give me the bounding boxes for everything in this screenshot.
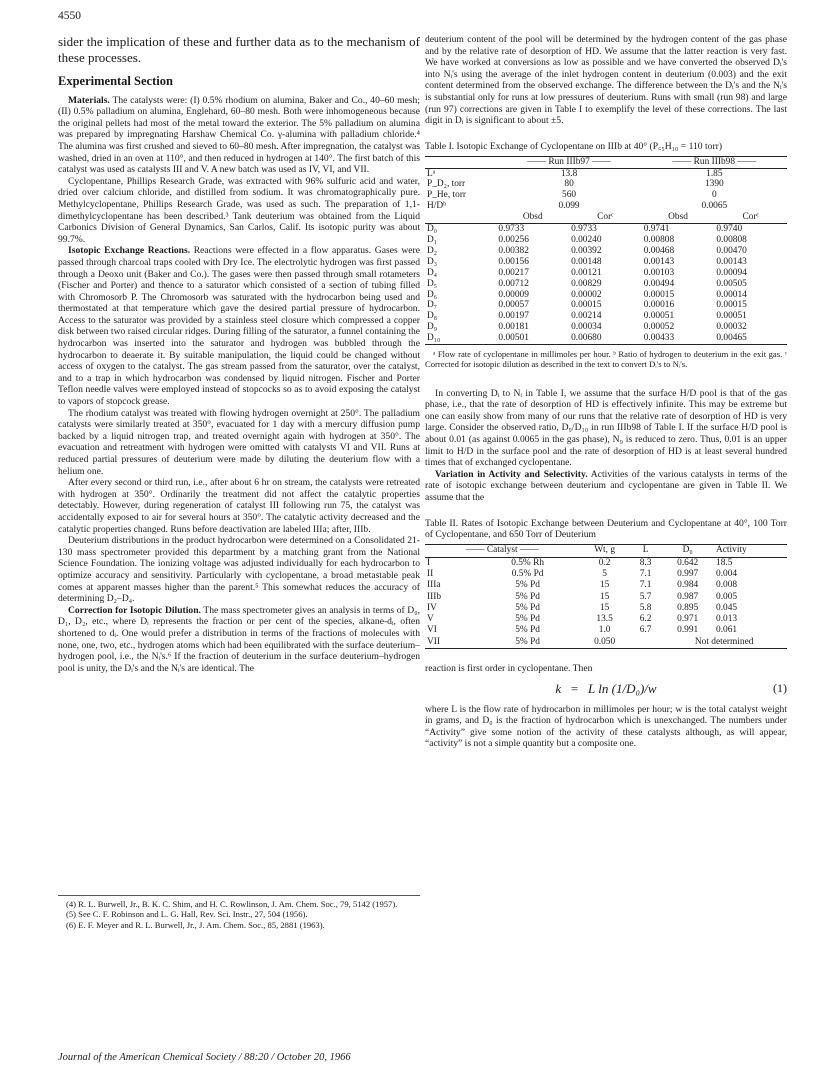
table1-param-value: 13.8: [560, 168, 578, 179]
table2-l: 8.3: [639, 557, 652, 568]
table1-param-value: 80: [564, 179, 574, 190]
table1-group-header: —— Run IIIb98 ——: [672, 157, 757, 168]
equation: [425, 681, 787, 697]
table2-catalyst: 0.5% Pd: [511, 569, 544, 579]
table1-row: [425, 333, 787, 344]
table2-l: 5.7: [639, 591, 652, 602]
table1-row-label: D₈: [427, 311, 438, 322]
table2-catalyst-id: V: [427, 614, 434, 625]
paragraph: In converting Dᵢ to Nᵢ in Table I, we assume that the surface H/D pool is that of the gas phase, i.e., that the rate of desorption of HD is effectively infinite. This may be extreme but one can easily show from many of our runs that the relative rate of desorption of HD is very large. Consider the observed ratio, D₉/D₁₀ in run IIIb98 of Table I. If the surface H/D pool is about 0.01 (as against 0.0065 in the gas phase), N₉ is reduced to zero. Thus, 0.01 is an upper limit to H/D in the surface pool and the rate of desorption of HD is at least several hundred times that of exchanged cyclopentane.: [425, 387, 787, 469]
table1-cell: 0.00052: [643, 322, 675, 333]
table2-catalyst: 5% Pd: [515, 580, 540, 591]
reference: (4) R. L. Burwell, Jr., B. K. C. Shim, and H. C. Rowlinson, J. Am. Chem. Soc., 79, 5142 (1957).: [66, 899, 398, 909]
right-column: [425, 34, 787, 750]
table1-footnote: ᵃ Flow rate of cyclopentane in millimoles per hour. ᵇ Ratio of hydrogen to deuterium in the exit gas. ᶜ Corrected for isotopic dilution as described in the text to convert Dᵢ's to Nᵢ's.: [425, 349, 787, 370]
table1-row: [425, 290, 787, 301]
table1-cell: 0.00392: [571, 245, 602, 256]
table1-cell: 0.00034: [571, 322, 602, 333]
table1-row: [425, 279, 787, 290]
table1-row: [425, 322, 787, 333]
paragraph-text: The catalysts were: (I) 0.5% rhodium on alumina, Baker and Co., 40–60 mesh; (II) 0.5% palladium on alumina, Englehard, 60–80 mesh. Both were inhomogeneous because the original pellets had most of the metal toward the exterior. The 5% palladium on alumina was prepared by impregnating Harshaw Chemical Co. γ-alumina with palladium chloride.⁴ The alumina was first crushed and sieved to 60–80 mesh. After impregnation, the catalyst was washed, dried in an oven at 110°, and then reduced in hydrogen at 140°. The first batch of this catalyst was used as catalysts III and V. A new batch was used as IV, VI, and VII.: [58, 94, 420, 176]
table2-d0: 0.997: [677, 569, 699, 579]
table2-caption: Table II. Rates of Isotopic Exchange between Deuterium and Cyclopentane at 40°, 100 Torr of Cyclopentane, and 650 Torr of Deuterium: [425, 517, 787, 540]
table1-param-value: 1.85: [706, 168, 723, 179]
table1-cell: 0.00121: [571, 267, 602, 278]
table1-row-label: D₇: [427, 300, 438, 311]
table2-row: [425, 580, 787, 591]
table2-row: [425, 625, 787, 636]
table2-header: D₀: [682, 545, 693, 556]
references: [58, 895, 420, 930]
table1-row-label: D₅: [427, 278, 438, 289]
table2-l: 7.1: [639, 580, 652, 591]
paragraph: where L is the flow rate of hydrocarbon in millimoles per hour; w is the total catalyst weight in grams, and D₀ is the fraction of hydrocarbon which is unexchanged. The numbers under “Activity” give some notion of the activity of these catalysts although, as will appear, “activity” is not a simple quantity but a composite one.: [425, 703, 787, 750]
table2-catalyst: 5% Pd: [515, 625, 540, 636]
table1-cell: 0.00051: [716, 311, 747, 322]
table1-param-value: 0: [712, 190, 717, 201]
table1-cell: 0.00217: [498, 267, 529, 278]
table2-header: L: [642, 545, 649, 556]
table1-cell: 0.00240: [571, 235, 602, 245]
paragraph-title: Materials.: [68, 94, 110, 106]
table2-empty: [630, 637, 662, 649]
table1-row-label: D₃: [427, 256, 438, 267]
table1-row: [425, 246, 787, 257]
table1-cell: 0.9733: [498, 224, 525, 235]
table2-activity: 0.061: [716, 625, 738, 636]
table2-activity: 0.008: [716, 580, 738, 591]
table1-cell: 0.00057: [498, 300, 529, 311]
paragraph-title: Variation in Activity and Selectivity.: [435, 468, 588, 480]
table1-cell: 0.00181: [498, 322, 529, 333]
table2-catalyst: 5% Pd: [515, 614, 540, 625]
table1-cell: 0.9740: [716, 224, 743, 235]
table1-row-label: D₉: [427, 322, 438, 333]
table1-cell: 0.00148: [571, 256, 602, 267]
table1-cell: 0.00256: [498, 235, 529, 245]
table1-row-label: D₄: [427, 267, 438, 278]
table1-cell: 0.00468: [643, 245, 675, 256]
paragraph-title: Isotopic Exchange Reactions.: [68, 245, 191, 257]
table1-param-row: [425, 201, 787, 212]
table1-cell: 0.00015: [716, 300, 747, 311]
table2-weight: 15: [599, 580, 610, 591]
table2-header: Wt, g: [594, 545, 616, 556]
table2-row: [425, 592, 787, 603]
paragraph-title: Correction for Isotopic Dilution.: [68, 604, 201, 616]
table1-param-label: P_D₂, torr: [427, 179, 466, 190]
table2-weight: 0.2: [598, 557, 611, 568]
equation-sign: =: [570, 680, 579, 696]
table1-subheader-spacer: [425, 212, 496, 223]
table2-activity: 0.005: [716, 591, 738, 602]
table1-param-row: [425, 179, 787, 190]
table2-catalyst-id: IIIa: [427, 580, 441, 591]
table2-d0: 0.971: [677, 614, 699, 625]
table2-row: [425, 569, 787, 580]
table1-cell: 0.00808: [643, 235, 675, 245]
table1-cell: 0.00051: [643, 311, 675, 322]
table1-param-label: P_He, torr: [427, 190, 467, 201]
lead-paragraph: sider the implication of these and further data as to the mechanism of these processes.: [58, 34, 420, 65]
table2-l: 6.7: [639, 625, 652, 636]
table2-weight: 15: [599, 602, 610, 613]
table2-weight: 13.5: [596, 614, 613, 625]
table1-subheader-row: [425, 212, 787, 223]
table2-not-determined: Not determined: [694, 636, 754, 647]
table2-row: [425, 637, 787, 649]
equation-lhs: k: [555, 680, 562, 696]
equation-number: (1): [773, 680, 787, 695]
table2-catalyst-id: VI: [427, 625, 437, 636]
table2-row: [425, 557, 787, 569]
table1-cell: 0.00680: [571, 333, 602, 344]
section-heading: Experimental Section: [58, 74, 173, 88]
table1-cell: 0.00382: [498, 245, 529, 256]
paragraph: [58, 245, 420, 407]
table1-row: [425, 224, 787, 235]
table1-cell: 0.00505: [716, 278, 747, 289]
table1-row-label: D₀: [427, 224, 438, 235]
table1-row-label: D₁₀: [427, 333, 441, 344]
table2-catalyst-id: IIIb: [427, 591, 442, 602]
table1-row: [425, 300, 787, 311]
table2-d0: 0.991: [677, 625, 699, 636]
equation-rhs: L ln (1/D₀)/w: [588, 680, 657, 696]
paragraph: [58, 605, 420, 675]
table1-param-value: 0.099: [558, 201, 580, 212]
reference: (6) E. F. Meyer and R. L. Burwell, Jr., J. Am. Chem. Soc., 85, 2881 (1963).: [66, 919, 325, 930]
paragraph-text: Reactions were effected in a flow apparatus. Gases were passed through charcoal traps cooled with Dry Ice. The electrolytic hydrogen was first passed through a Deoxo unit (Baker and Co.). The gases were then passed through small rotameters (Fischer and Porter) and thence to a saturator which consisted of a section of tubing filled with Chromosorb P. The Chromosorb was saturated with the hydrocarbon being used and thermostated at that temperature which gave the desired partial pressure of hydrocarbon. Access to the saturator was provided by a stainless steel closure which compressed a copper disk between two raised circular ridges. During filling of the saturator, a funnel containing the hydrocarbon was inserted into the saturator and hydrogen was bubbled through the hydrocarbon to deaerate it. By suitable manipulation, the liquid could be changed without access of oxygen to the catalyst. The gas stream passed from the saturator, over the catalyst, and to a trap in which hydrocarbon was condensed by liquid nitrogen. Fischer and Porter Teflon needle valves were employed instead of stopcocks so as to avoid exposing the catalyst to vapors of stopcock grease.: [58, 245, 420, 408]
table1-param-row: [425, 169, 787, 180]
table2-catalyst: 0.5% Rh: [511, 557, 545, 568]
table1-cell: 0.00143: [643, 256, 675, 267]
table1-cell: 0.00032: [716, 322, 747, 333]
table1-param-value: 0.0065: [701, 201, 728, 212]
table1-cell: 0.00829: [571, 278, 602, 289]
table1-caption: Table I. Isotopic Exchange of Cyclopentane on IIIb at 40° (P꜀₅H₁₀ = 110 torr): [425, 140, 723, 152]
table1-row-label: D₂: [427, 245, 438, 256]
table2-row: [425, 614, 787, 625]
table1-param-value: 1390: [704, 179, 724, 190]
paragraph: deuterium content of the pool will be determined by the hydrogen content of the gas phase and by the relative rate of desorption of HD. We assume that the latter reaction is very fast. We have worked at conversions as low as possible and we have converted the observed Dᵢ's into Nᵢ's using the average of the inlet hydrogen content in deuterium (0.003) and the exit content determined from the observed exchange. The difference between the Dᵢ's and the Nᵢ's is substantial only for runs at low pressures of deuterium. Runs with small (run 98) and large (run 97) corrections are given in Table I to exemplify the level of these corrections. The last digit in Dᵢ is significant to about ±5.: [425, 34, 787, 127]
paragraph: The rhodium catalyst was treated with flowing hydrogen overnight at 250°. The palladium catalysts were similarly treated at 350°, evacuated for 1 day with a mercury diffusion pump backed by a liquid nitrogen trap, and treated overnight again with hydrogen at 350°. The evacuation and retreatment with hydrogen were omitted with catalysts VI and VII. Runs at reduced partial pressures of deuterium were made by diluting the deuterium flow with a helium one.: [58, 407, 420, 477]
table2-header: —— Catalyst ——: [465, 545, 539, 556]
table2-weight: 15: [599, 591, 610, 602]
table1-cell: 0.00197: [498, 311, 529, 322]
table1-row-label: D₁: [427, 235, 438, 245]
table1-cell: 0.00002: [571, 289, 602, 300]
table1-cell: 0.00494: [643, 278, 675, 289]
table1-cell: 0.00015: [643, 289, 675, 300]
reference: (5) See C. F. Robinson and L. G. Hall, Rev. Sci. Instr., 27, 504 (1956).: [66, 909, 308, 920]
table1-cell: 0.00015: [571, 300, 602, 311]
table1-cell: 0.00433: [643, 333, 675, 344]
table1-param-label: H/Dᵇ: [427, 201, 447, 212]
paragraph: Deuterium distributions in the product hydrocarbon were determined on a Consolidated 21-130 mass spectrometer provided this department by a matching grant from the National Science Foundation. The ionizing voltage was adjusted individually for each hydrocarbon to optimize accuracy and sensitivity. Particularly with cyclopentane, a broad metastable peak comes at apparent masses higher than the parent.⁵ This somewhat reduces the accuracy of determining D₂–D₄.: [58, 535, 420, 605]
table2-activity: 18.5: [716, 557, 733, 568]
table1-row-label: D₆: [427, 289, 438, 300]
table1-cell: 0.00103: [643, 267, 675, 278]
table2-d0: 0.642: [677, 557, 699, 568]
table2-catalyst-id: I: [427, 557, 431, 568]
table2-catalyst-id: IV: [427, 602, 437, 613]
left-column: [58, 34, 420, 674]
table1-cell: 0.00808: [716, 235, 747, 245]
table2-activity: 0.045: [716, 602, 738, 613]
table1-cell: 0.9741: [643, 224, 670, 235]
journal-footer: Journal of the American Chemical Society / 88:20 / October 20, 1966: [58, 1052, 351, 1063]
table2-catalyst-id: VII: [427, 636, 441, 647]
table1-cell: 0.00016: [643, 300, 675, 311]
table1-row: [425, 257, 787, 268]
table1-subheader: Obsd: [668, 212, 688, 223]
table2-weight: 5: [602, 569, 607, 579]
table2-d0: 0.895: [677, 602, 699, 613]
table2-catalyst: 5% Pd: [515, 591, 540, 602]
table1: [425, 156, 787, 345]
table2-d0: 0.984: [677, 580, 699, 591]
paragraph: After every second or third run, i.e., after about 6 hr on stream, the catalysts were retreated with hydrogen at 350°. Ordinarily the treatment did not affect the catalytic properties detectably. However, during regeneration of catalyst III following run 75, the catalyst was accidentally exposed to air for several hours at 350°. The catalytic activity decreased and the catalytic properties changed. Runs before deactivation are labeled IIIa; after, IIIb.: [58, 477, 420, 535]
table2: [425, 544, 787, 649]
table1-cell: 0.00143: [716, 256, 747, 267]
table2-weight: 1.0: [598, 625, 611, 636]
table1-cell: 0.00712: [498, 278, 529, 289]
table1-cell: 0.00470: [716, 245, 747, 256]
table1-cell: 0.00094: [716, 267, 747, 278]
table1-param-value: 560: [562, 190, 577, 201]
table2-d0: 0.987: [677, 591, 699, 602]
table2-catalyst-id: II: [427, 569, 434, 579]
paragraph: reaction is first order in cyclopentane. Then: [425, 663, 593, 675]
table2-activity: 0.013: [716, 614, 738, 625]
table1-subheader: Obsd: [522, 212, 543, 223]
table1-group-header: —— Run IIIb97 ——: [527, 157, 611, 168]
table1-param-label: Lᵃ: [427, 168, 436, 179]
page-number: 4550: [58, 10, 81, 22]
equation-body: [555, 680, 657, 696]
table2-row: [425, 603, 787, 614]
table2-header: Activity: [716, 545, 747, 556]
table2-catalyst: 5% Pd: [515, 636, 540, 647]
table1-row: [425, 268, 787, 279]
table1-cell: 0.00014: [716, 289, 747, 300]
table2-l: 6.2: [639, 614, 652, 625]
paragraph-text: The mass spectrometer gives an analysis in terms of D₀, D₁, D₂, etc., where Dᵢ represents the fraction or per cent of the species, alkane-dᵢ, often shortened to dᵢ. One would prefer a distribution in terms of the fractions of molecules with none, one, two, etc., hydrogen atoms which had been equilibrated with the surface deuterium–hydrogen pool, i.e., the Nᵢ's.⁶ If the fraction of deuterium in the surface deuterium–hydrogen pool is unity, the Dᵢ's and the Nᵢ's are identical. The: [58, 604, 420, 674]
table1-cell: 0.00214: [571, 311, 602, 322]
table2-l: 5.8: [639, 602, 652, 613]
table1-cell: 0.00156: [498, 256, 529, 267]
table2-weight: 0.050: [594, 636, 616, 647]
paragraph: [425, 469, 787, 504]
table1-cell: 0.9733: [571, 224, 597, 235]
table1-row: [425, 235, 787, 246]
table1-param-row: [425, 190, 787, 201]
table1-cell: 0.00465: [716, 333, 747, 344]
table1-cell: 0.00009: [498, 289, 529, 300]
paragraph: [58, 95, 420, 176]
table1-subheader: Corᶜ: [742, 212, 759, 223]
table2-catalyst: 5% Pd: [515, 602, 540, 613]
table2-activity: 0.004: [716, 569, 738, 579]
table1-row: [425, 311, 787, 322]
paragraph-text: Activities of the various catalysts in terms of the rate of isotopic exchange between deuterium and cyclopentane are given in Table II. We assume that the: [425, 468, 787, 503]
table1-cell: 0.00501: [498, 333, 529, 344]
table1-subheader: Corᶜ: [597, 212, 614, 223]
paragraph: Cyclopentane, Phillips Research Grade, was extracted with 96% sulfuric acid and water, dried over calcium chloride, and distilled from sodium. It was chromatographically pure. Methylcyclopentane, Phillips Research Grade, was used as such. The preparation of 1,1-dimethylcyclopentane has been described.³ Tank deuterium was obtained from the Liquid Carbonics Division of General Dynamics, San Carlos, Calif. Its isotopic purity was about 99.7%.: [58, 175, 420, 245]
table2-l: 7.1: [639, 569, 652, 579]
